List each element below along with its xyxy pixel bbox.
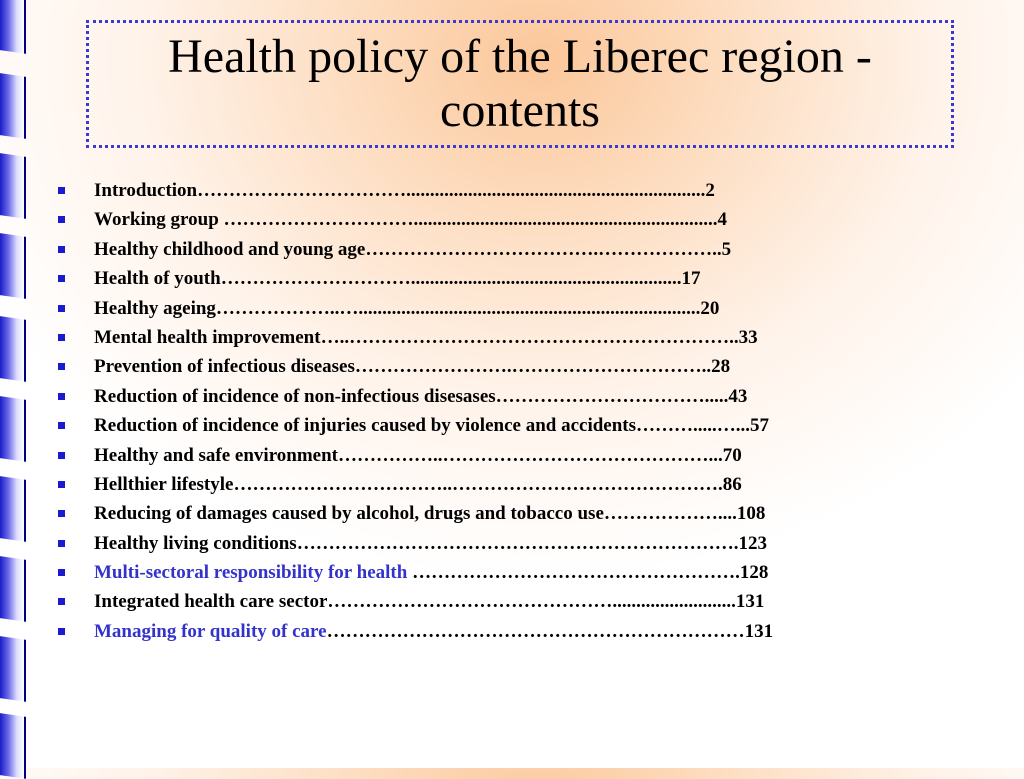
item-leader-page: …………………………................................................................4 xyxy=(223,209,728,231)
list-item xyxy=(58,499,773,528)
item-label: Mental health improvement xyxy=(94,326,321,348)
list-item xyxy=(58,587,773,616)
item-leader-page: ……….....…...57 xyxy=(636,415,770,437)
left-decorative-bar xyxy=(0,0,30,768)
bar-segment xyxy=(0,713,26,779)
list-item xyxy=(58,617,773,646)
item-leader-page: ……………………………….………………..5 xyxy=(365,238,732,260)
item-label: Introduction xyxy=(94,180,198,201)
item-label: Reduction of incidence of injuries caused by violence and accidents xyxy=(94,415,637,437)
list-item xyxy=(58,470,773,499)
bullet-icon xyxy=(58,363,65,370)
bullet-icon xyxy=(58,481,65,488)
bar-segment xyxy=(0,153,26,219)
bullet-icon xyxy=(58,628,65,635)
bullet-icon xyxy=(58,305,65,312)
list-item xyxy=(58,176,773,205)
item-label: Reducing of damages caused by alcohol, drugs and tobacco use xyxy=(94,503,604,525)
bar-segment xyxy=(0,396,26,462)
bar-segment xyxy=(0,476,26,542)
list-item xyxy=(58,294,773,323)
list-item xyxy=(58,235,773,264)
bullet-icon xyxy=(58,275,65,282)
item-leader-page: …………………….…………………………..28 xyxy=(354,356,731,378)
bar-segment xyxy=(0,556,26,622)
item-leader-page: ………………………………………..........................131 xyxy=(327,591,765,613)
bullet-icon xyxy=(58,187,65,194)
list-item xyxy=(58,558,773,587)
item-leader-page: ………………..…........................................................................20 xyxy=(215,297,720,319)
title-line-2: contents xyxy=(440,84,600,137)
item-label: Prevention of infectious diseases xyxy=(94,356,355,378)
list-item xyxy=(58,382,773,411)
item-label: Integrated health care sector xyxy=(94,591,328,613)
title-box xyxy=(86,20,954,148)
item-label: Multi-sectoral responsibility for health xyxy=(94,562,408,584)
bullet-icon xyxy=(58,246,65,253)
list-item xyxy=(58,264,773,293)
item-label: Managing for quality of care xyxy=(94,620,327,642)
item-label: Healthy ageing xyxy=(94,297,216,319)
list-item xyxy=(58,441,773,470)
item-leader-page: ………………………….........................................................17 xyxy=(220,268,701,290)
item-label: Healthy living conditions xyxy=(94,532,297,554)
list-item xyxy=(58,323,773,352)
bullet-icon xyxy=(58,540,65,547)
item-leader-page: ……………..……………………………………...70 xyxy=(338,444,742,466)
slide-title xyxy=(168,30,872,138)
item-leader-page: …………………………………………………………….123 xyxy=(296,532,767,554)
bullet-icon xyxy=(58,510,65,517)
item-label: Hellthier lifestyle xyxy=(94,473,234,495)
list-item xyxy=(58,529,773,558)
item-leader-page: ……………………………...............................................................2 xyxy=(197,180,715,201)
item-leader-page: …………………………………………….128 xyxy=(407,562,769,584)
bullet-icon xyxy=(58,452,65,459)
contents-list xyxy=(58,176,773,646)
bar-segment xyxy=(0,0,26,54)
bar-segment xyxy=(0,73,26,139)
item-leader-page: ……………………………..…………………………………….86 xyxy=(233,473,742,495)
bullet-icon xyxy=(58,334,65,341)
bullet-icon xyxy=(58,216,65,223)
item-label: Healthy childhood and young age xyxy=(94,238,366,260)
item-label: Reduction of incidence of non-infectious disesases xyxy=(94,385,496,407)
item-label: Healthy and safe environment xyxy=(94,444,339,466)
item-leader-page: …………………………….....43 xyxy=(495,385,748,407)
bar-segment xyxy=(0,316,26,382)
item-label: Working group xyxy=(94,209,224,231)
title-line-1: Health policy of the Liberec region - xyxy=(168,30,872,83)
bullet-icon xyxy=(58,422,65,429)
bullet-icon xyxy=(58,598,65,605)
list-item xyxy=(58,352,773,381)
bullet-icon xyxy=(58,569,65,576)
bar-segment xyxy=(0,636,26,702)
bullet-icon xyxy=(58,393,65,400)
bar-segment xyxy=(0,233,26,299)
list-item xyxy=(58,411,773,440)
item-leader-page: ………………....108 xyxy=(603,503,766,525)
item-leader-page: …..……………………………………………………..33 xyxy=(320,326,758,348)
list-item xyxy=(58,205,773,234)
item-label: Health of youth xyxy=(94,268,221,290)
item-leader-page: …………………………………………………………131 xyxy=(326,620,774,642)
